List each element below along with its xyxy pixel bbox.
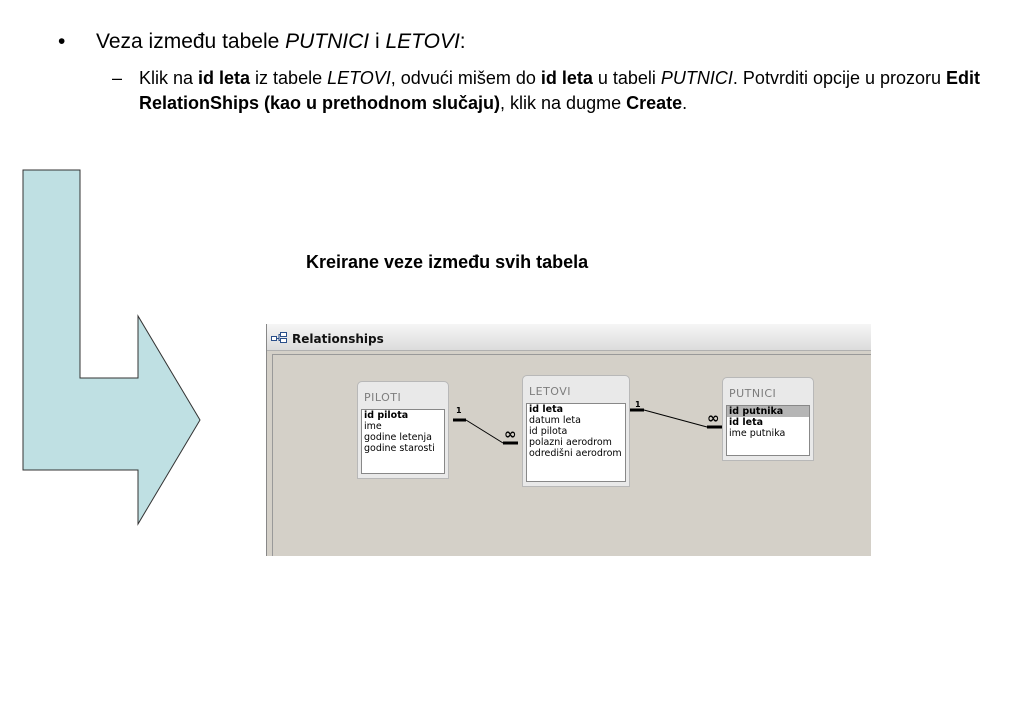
diagram-caption: Kreirane veze između svih tabela xyxy=(306,252,589,272)
window-title: Relationships xyxy=(292,332,384,346)
heading-suffix: : xyxy=(459,30,466,53)
field-list xyxy=(361,409,445,474)
field-ime[interactable]: ime xyxy=(364,421,382,432)
field-id-pilota[interactable]: id pilota xyxy=(364,410,409,421)
table-name: LETOVI xyxy=(529,385,572,398)
heading-conj: i xyxy=(369,30,386,53)
field-id-leta[interactable]: id leta xyxy=(729,417,764,428)
instr-b2: id leta xyxy=(540,68,593,88)
rel2-one-label: 1 xyxy=(635,400,641,409)
relationships-icon xyxy=(271,331,287,343)
window-titlebar[interactable] xyxy=(267,324,871,351)
field-list xyxy=(726,405,810,456)
instruction-dash: – xyxy=(112,68,123,88)
table-piloti[interactable] xyxy=(357,381,449,479)
instr-p4: u tabeli xyxy=(592,68,661,88)
field-datum-leta[interactable]: datum leta xyxy=(529,415,581,426)
instr-p5: . Potvrditi opcije u prozoru xyxy=(732,68,947,88)
bent-arrow-shape xyxy=(0,0,210,530)
table-letovi[interactable] xyxy=(522,375,630,487)
instr-i1: LETOVI xyxy=(327,68,391,88)
bullet-dot: • xyxy=(58,30,66,53)
table-putnici[interactable] xyxy=(722,377,814,461)
field-id-leta[interactable]: id leta xyxy=(529,404,564,415)
field-godine-starosti[interactable]: godine starosti xyxy=(364,443,435,454)
field-odredisni-aerodrom[interactable]: odredišni aerodrom xyxy=(529,448,622,459)
table-name: PUTNICI xyxy=(729,387,777,400)
field-id-pilota[interactable]: id pilota xyxy=(529,426,568,437)
field-polazni-aerodrom[interactable]: polazni aerodrom xyxy=(529,437,612,448)
heading-prefix: Veza između tabele xyxy=(96,30,286,53)
rel2-many-label: ∞ xyxy=(707,409,720,427)
instr-b1: id leta xyxy=(198,68,251,88)
instr-p1: Klik na xyxy=(139,68,199,88)
relationships-window xyxy=(266,324,871,556)
instr-p7: . xyxy=(682,93,688,113)
field-id-putnika[interactable]: id putnika xyxy=(727,406,809,417)
field-list xyxy=(526,403,626,482)
heading-table1: PUTNICI xyxy=(285,30,370,53)
table-name: PILOTI xyxy=(364,391,402,404)
instr-b4: Create xyxy=(626,93,683,113)
instr-p6: , klik na dugme xyxy=(500,93,627,113)
rel1-one-label: 1 xyxy=(456,406,462,415)
instr-p3: , odvući mišem do xyxy=(390,68,541,88)
instr-p2: iz tabele xyxy=(250,68,328,88)
field-godine-letenja[interactable]: godine letenja xyxy=(364,432,432,443)
rel1-many-label: ∞ xyxy=(504,425,517,443)
instruction-text xyxy=(112,66,992,116)
relationships-canvas[interactable] xyxy=(272,354,871,556)
heading-table2: LETOVI xyxy=(385,30,460,53)
field-ime-putnika[interactable]: ime putnika xyxy=(729,428,786,439)
instr-b3: Edit RelationShips (kao u prethodnom slučaju) xyxy=(139,68,981,113)
instr-i2: PUTNICI xyxy=(660,68,733,88)
